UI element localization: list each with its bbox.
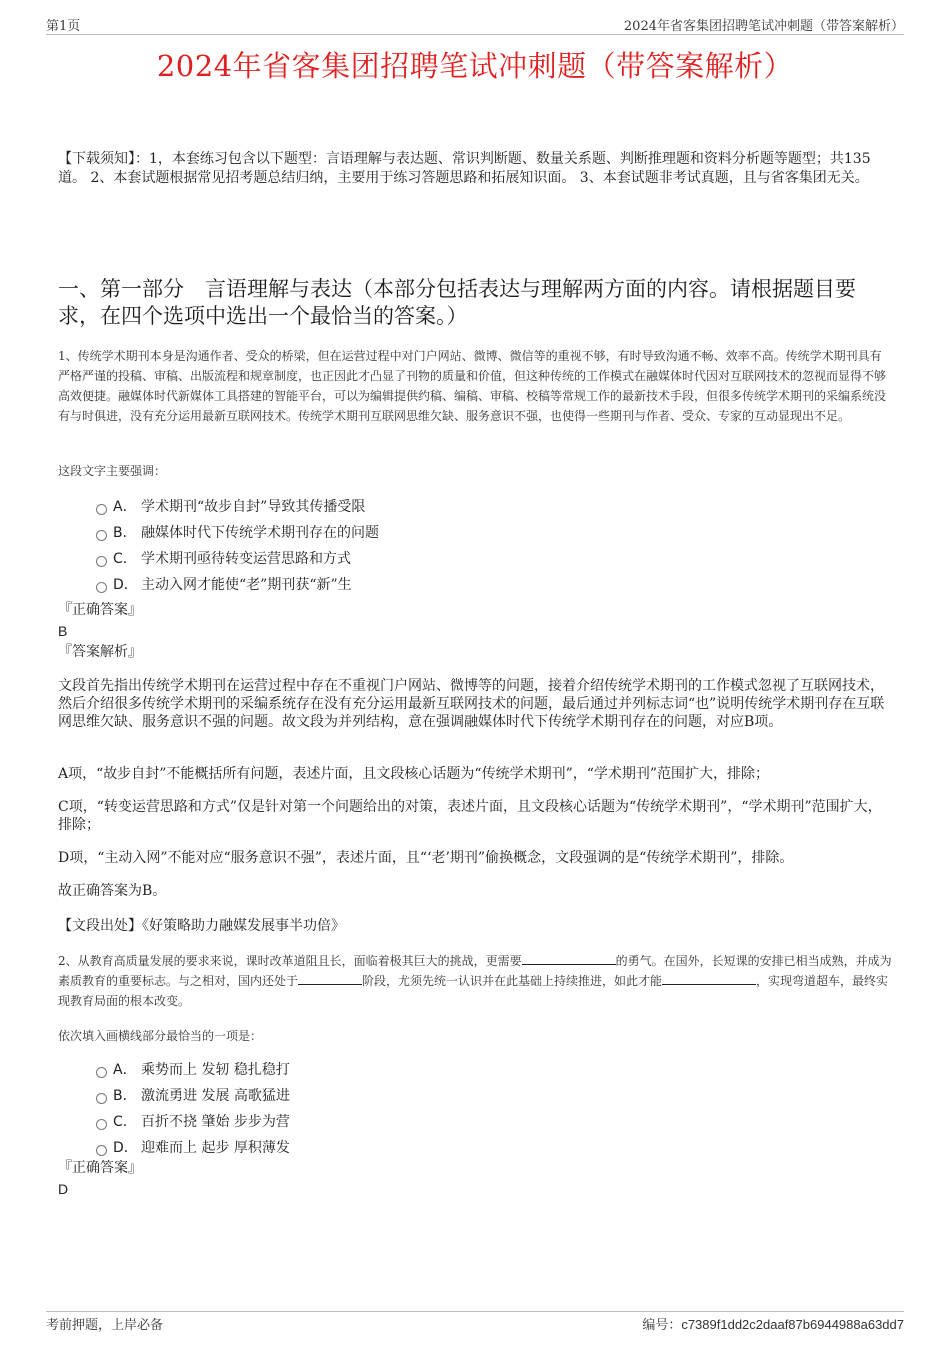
- question-2-options: [96, 1057, 290, 1161]
- analysis-label: 『答案解析』: [58, 644, 142, 660]
- question-1-options: [96, 494, 379, 598]
- answer-value: B: [58, 623, 68, 639]
- fill-blank[interactable]: [298, 972, 362, 985]
- option-c[interactable]: C． 百折不挠 肇始 步步为营: [96, 1109, 290, 1135]
- analysis-paragraph: C项，“转变运营思路和方式”仅是针对第一个问题给出的对策，表述片面，且文段核心话题为“传统学术期刊”，“学术期刊”范围扩大，排除；: [58, 799, 882, 833]
- radio-icon[interactable]: [96, 1119, 107, 1130]
- question-2-prompt: 依次填入画横线部分最恰当的一项是：: [58, 1029, 263, 1043]
- passage-source: 【文段出处】《好策略助力融媒发展事半功倍》: [58, 918, 345, 934]
- download-notice: 【下载须知】：1，本套练习包含以下题型：言语理解与表达题、常识判断题、数量关系题、判断推理题和资料分析题等题型；共135道。 2、本套试题根据常见招考题总结归纳，主要用于练习答题思路和拓展知识面。 3、本套试题非考试真题，且与省客集团无关。: [58, 151, 871, 186]
- analysis-paragraph: 文段首先指出传统学术期刊在运营过程中存在不重视门户网站、微博等的问题，接着介绍传统学术期刊的工作模式忽视了互联网技术，然后介绍很多传统学术期刊的采编系统存在没有充分运用最新互联网技术的问题，最后通过并列标志词“也”说明传统学术期刊存在互联网思维欠缺、服务意识不强的问题。故文段为并列结构，意在强调融媒体时代下传统学术期刊存在的问题，对应B项。: [58, 678, 885, 730]
- option-a[interactable]: A． 学术期刊“故步自封”导致其传播受限: [96, 494, 379, 520]
- page-header: [46, 14, 904, 35]
- option-b[interactable]: B． 融媒体时代下传统学术期刊存在的问题: [96, 520, 379, 546]
- page-footer: [46, 1311, 904, 1332]
- radio-icon[interactable]: [96, 1093, 107, 1104]
- radio-icon[interactable]: [96, 556, 107, 567]
- radio-icon[interactable]: [96, 582, 107, 593]
- question-1-prompt: 这段文字主要强调：: [58, 464, 167, 478]
- radio-icon[interactable]: [96, 530, 107, 541]
- analysis-paragraph: A项，“故步自封”不能概括所有问题，表述片面，且文段核心话题为“传统学术期刊”，“学术期刊”范围扩大，排除；: [58, 766, 770, 782]
- answer-value: D: [58, 1181, 69, 1197]
- option-a[interactable]: A． 乘势而上 发轫 稳扎稳打: [96, 1057, 290, 1083]
- question-2-text: 2、从教育高质量发展的要求来说，课时改革道阻且长，面临着极其巨大的挑战，更需要 的勇气。在国外，长短课的安排已相当成熟，并成为素质教育的重要标志。与之相对，国内还处于 阶段，尤须先统一认识并在此基础上持续推进，如此才能 ，实现弯道超车，最终实现教育局面的根本改变。: [58, 954, 892, 1008]
- fill-blank[interactable]: [662, 972, 756, 985]
- page-number: 第1页: [46, 19, 81, 34]
- header-doc-title: 2024年省客集团招聘笔试冲刺题（带答案解析）: [623, 19, 904, 34]
- fill-blank[interactable]: [522, 952, 616, 965]
- answer-label: 『正确答案』: [58, 602, 142, 618]
- radio-icon[interactable]: [96, 1067, 107, 1078]
- section-heading: 一、第一部分 言语理解与表达（本部分包括表达与理解两方面的内容。请根据题目要求，在四个选项中选出一个最恰当的答案。）: [58, 277, 856, 328]
- analysis-paragraph: D项，“主动入网”不能对应“服务意识不强”，表述片面，且“‘老’期刊”偷换概念，文段强调的是“传统学术期刊”，排除。: [58, 850, 794, 866]
- footer-code: 编号：c7389f1dd2c2daaf87b6944988a63dd7: [642, 1317, 904, 1333]
- analysis-conclusion: 故正确答案为B。: [58, 883, 167, 899]
- question-1-text: 1、传统学术期刊本身是沟通作者、受众的桥梁，但在运营过程中对门户网站、微博、微信等的重视不够，有时导致沟通不畅、效率不高。传统学术期刊具有严格严谨的投稿、审稿、出版流程和规章制度，也正因此才凸显了刊物的质量和价值，但这种传统的工作模式在融媒体时代因对互联网技术的忽视而显得不够高效便捷。融媒体时代新媒体工具搭建的智能平台，可以为编辑提供约稿、编稿、审稿、校稿等常规工作的最新技术手段，但很多传统学术期刊的采编系统没有与时俱进，没有充分运用最新互联网技术。传统学术期刊互联网思维欠缺、服务意识不强，也使得一些期刊与作者、受众、专家的互动显现出不足。: [58, 349, 887, 423]
- option-c[interactable]: C． 学术期刊亟待转变运营思路和方式: [96, 546, 379, 572]
- option-d[interactable]: D． 迎难而上 起步 厚积薄发: [96, 1135, 290, 1161]
- radio-icon[interactable]: [96, 1145, 107, 1156]
- document-title: 2024年省客集团招聘笔试冲刺题（带答案解析）: [156, 49, 794, 83]
- footer-slogan: 考前押题，上岸必备: [46, 1318, 164, 1333]
- answer-label: 『正确答案』: [58, 1160, 142, 1176]
- option-d[interactable]: D． 主动入网才能使“老”期刊获“新”生: [96, 572, 379, 598]
- option-b[interactable]: B． 激流勇进 发展 高歌猛进: [96, 1083, 290, 1109]
- radio-icon[interactable]: [96, 504, 107, 515]
